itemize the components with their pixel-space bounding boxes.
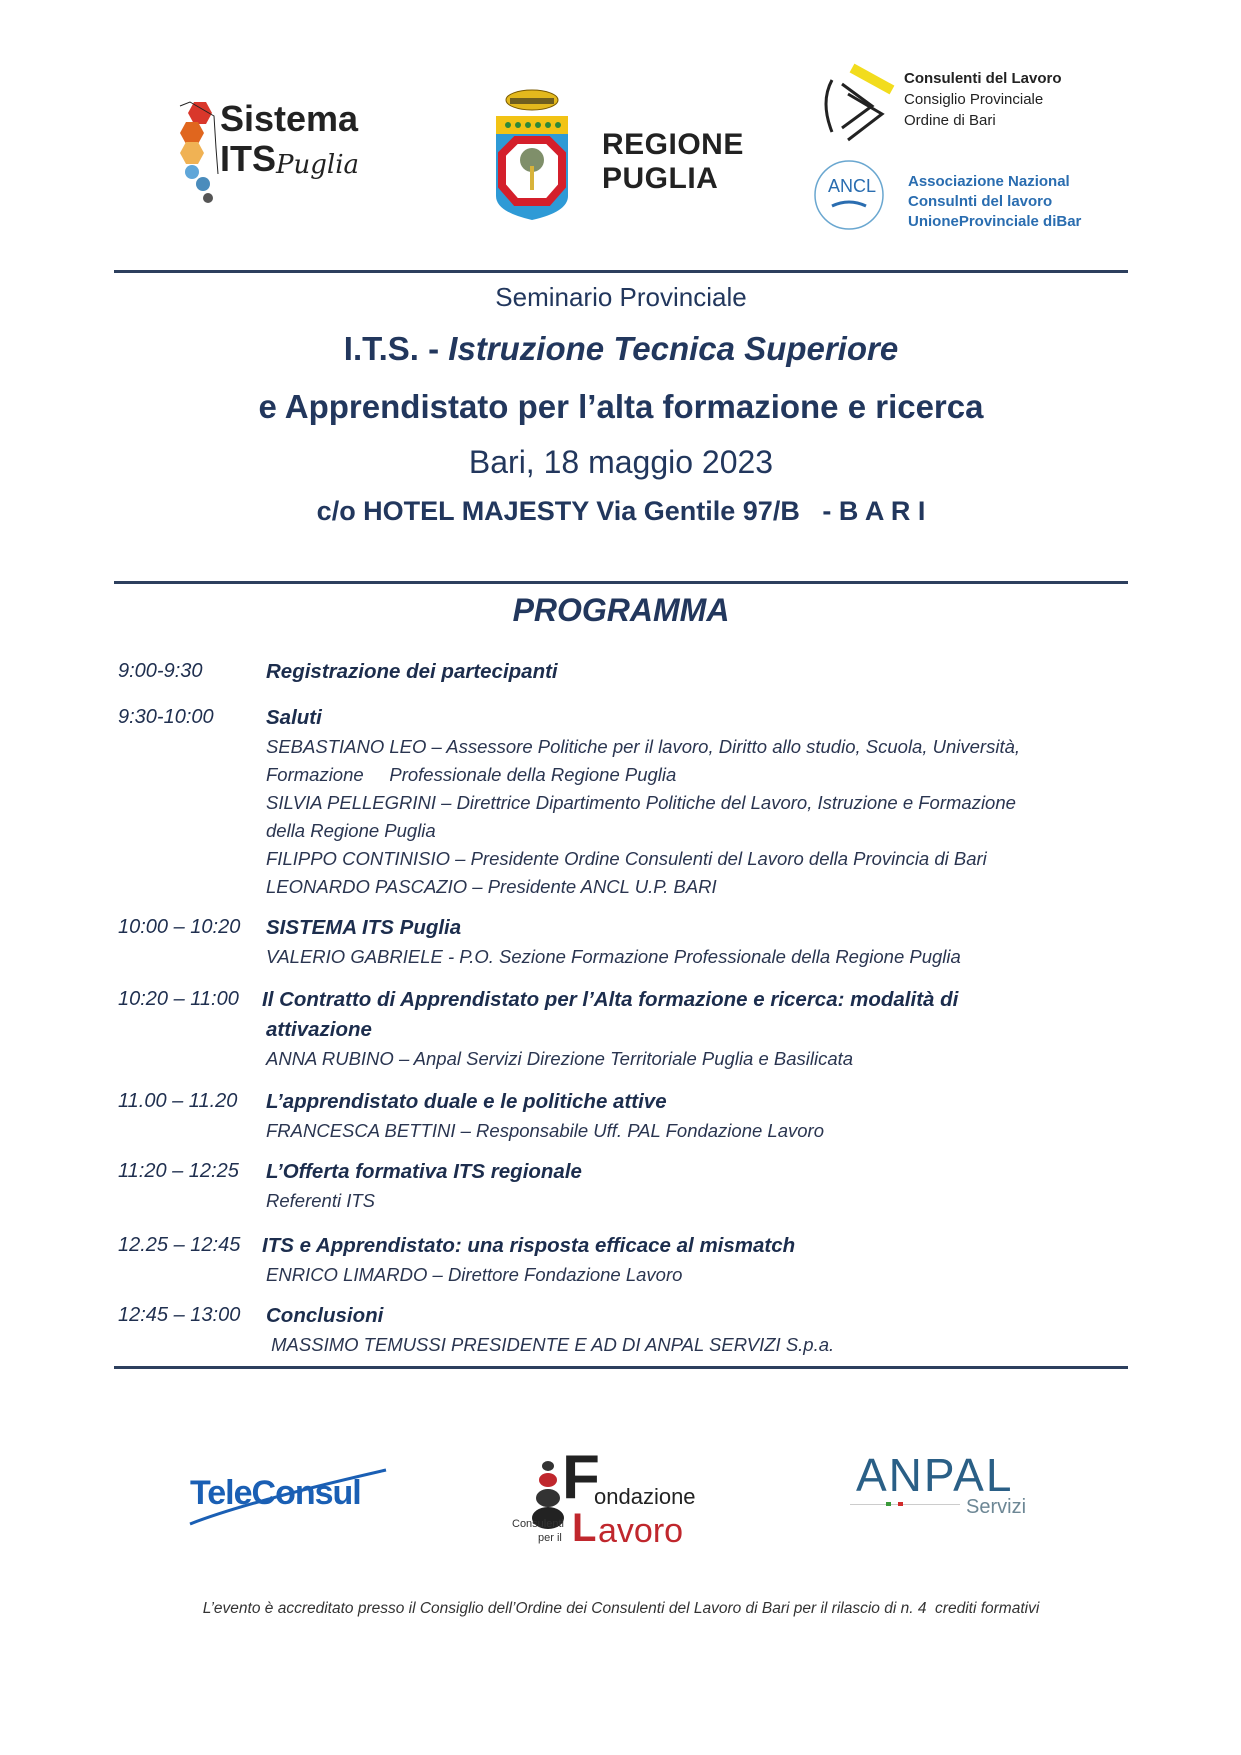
slot-speaker: VALERIO GABRIELE - P.O. Sezione Formazione Professionale della Regione Puglia	[266, 946, 961, 967]
slot-title: L’Offerta formativa ITS regionale	[266, 1160, 582, 1183]
its-logo-word-sistema: Sistema	[220, 98, 359, 139]
slot-time: 9:00-9:30	[118, 660, 203, 682]
divider-middle	[114, 581, 1128, 584]
ancl-logo-line2: Consulnti del lavoro	[908, 193, 1053, 210]
regione-logo-line1: REGIONE	[602, 128, 744, 161]
title-prefix: I.T.S. -	[343, 330, 449, 367]
slot-time: 11.00 – 11.20	[118, 1090, 238, 1112]
its-logo-word-its: ITS	[220, 138, 277, 179]
slot-time: 12.25 – 12:45	[118, 1234, 241, 1256]
sistema-its-puglia-logo	[176, 100, 386, 210]
consulenti-del-lavoro-logo	[812, 62, 1122, 152]
slot-speaker: Referenti ITS	[266, 1190, 375, 1211]
teleconsul-text: TeleConsul	[190, 1474, 361, 1512]
slot-title: Il Contratto di Apprendistato per l’Alta formazione e ricerca: modalità di	[262, 988, 959, 1011]
lavoro-big-l: L	[572, 1506, 597, 1550]
slot-speaker: Formazione Professionale della Regione Puglia	[266, 764, 677, 785]
ancl-logo-line3: UnioneProvinciale diBar	[908, 213, 1082, 230]
slot-speaker: SEBASTIANO LEO – Assessore Politiche per il lavoro, Diritto allo studio, Scuola, Università,	[266, 736, 1021, 757]
slot-speaker: della Regione Puglia	[266, 820, 436, 841]
regione-logo-line2: PUGLIA	[602, 162, 719, 195]
slot-title: Conclusioni	[266, 1304, 384, 1327]
slot-speaker: SILVIA PELLEGRINI – Direttrice Dipartimento Politiche del Lavoro, Istruzione e Formazione	[266, 792, 1016, 813]
anpal-underline	[850, 1504, 960, 1505]
teleconsul-logo	[186, 1462, 396, 1532]
slot-time: 9:30-10:00	[118, 706, 214, 728]
italian-flag-red	[898, 1502, 903, 1506]
seminar-subtitle: Seminario Provinciale	[495, 282, 747, 312]
italian-flag-green	[886, 1502, 891, 1506]
fondazione-lavoro-logo	[490, 1438, 740, 1562]
programma-heading: PROGRAMMA	[512, 592, 730, 628]
fondazione-small-consulenti: Consulenti	[512, 1518, 564, 1530]
slot-speaker: FRANCESCA BETTINI – Responsabile Uff. PAL Fondazione Lavoro	[266, 1120, 824, 1141]
divider-bottom	[114, 1366, 1128, 1369]
lavoro-word: avoro	[598, 1512, 684, 1550]
slot-time: 12:45 – 13:00	[118, 1304, 241, 1326]
slot-title: SISTEMA ITS Puglia	[266, 916, 462, 939]
seminar-date: Bari, 18 maggio 2023	[468, 444, 774, 480]
slot-speaker: MASSIMO TEMUSSI PRESIDENTE E AD DI ANPAL SERVIZI S.p.a.	[266, 1334, 835, 1355]
ancl-logo-line1: Associazione Nazional	[908, 173, 1070, 190]
title-italic: Istruzione Tecnica Superiore	[448, 330, 899, 367]
divider-top	[114, 270, 1128, 273]
cdl-logo-line2: Consiglio Provinciale	[904, 91, 1044, 108]
slot-title: ITS e Apprendistato: una risposta efficace al mismatch	[262, 1234, 796, 1257]
seminar-title-line2: e Apprendistato per l’alta formazione e ricerca	[258, 388, 984, 425]
slot-speaker: FILIPPO CONTINISIO – Presidente Ordine Consulenti del Lavoro della Provincia di Bari	[266, 848, 987, 869]
seminar-title-line1	[114, 330, 1128, 368]
anpal-servizi-text: Servizi	[966, 1496, 1027, 1518]
fondazione-big-f: F	[562, 1443, 600, 1512]
slot-title: Saluti	[266, 706, 322, 729]
slot-title: L’apprendistato duale e le politiche attive	[266, 1090, 667, 1113]
consulenti-lavoro-emblem-icon	[812, 62, 902, 148]
slot-time: 10:00 – 10:20	[118, 916, 241, 938]
regione-puglia-logo	[490, 86, 744, 222]
ancl-logo	[812, 158, 1122, 240]
slot-speaker: LEONARDO PASCAZIO – Presidente ANCL U.P. BARI	[266, 876, 717, 897]
anpal-text: ANPAL	[856, 1449, 1014, 1501]
cdl-logo-line3: Ordine di Bari	[904, 112, 996, 129]
fondazione-word: ondazione	[594, 1484, 696, 1509]
cdl-logo-line1: Consulenti del Lavoro	[904, 70, 1062, 87]
its-logo-script-puglia: Puglia	[276, 150, 360, 180]
slot-speaker: ANNA RUBINO – Anpal Servizi Direzione Territoriale Puglia e Basilicata	[266, 1048, 854, 1069]
regione-puglia-crest-icon	[490, 86, 574, 222]
slot-speaker: ENRICO LIMARDO – Direttore Fondazione Lavoro	[266, 1264, 683, 1285]
slot-title-continued: attivazione	[266, 1018, 372, 1041]
seminar-venue: c/o HOTEL MAJESTY Via Gentile 97/B - B A R I	[316, 496, 926, 526]
accreditation-note: L’evento è accreditato presso il Consiglio dell’Ordine dei Consulenti del Lavoro di Bari per il rilascio di n. 4 crediti formativi	[202, 1600, 1040, 1617]
slot-time: 11:20 – 12:25	[118, 1160, 239, 1182]
fondazione-small-peril: per il	[538, 1532, 562, 1544]
slot-title: Registrazione dei partecipanti	[266, 660, 558, 683]
slot-time: 10:20 – 11:00	[118, 988, 239, 1010]
ancl-seal-text: ANCL	[828, 176, 877, 196]
anpal-servizi-logo	[850, 1448, 1050, 1528]
